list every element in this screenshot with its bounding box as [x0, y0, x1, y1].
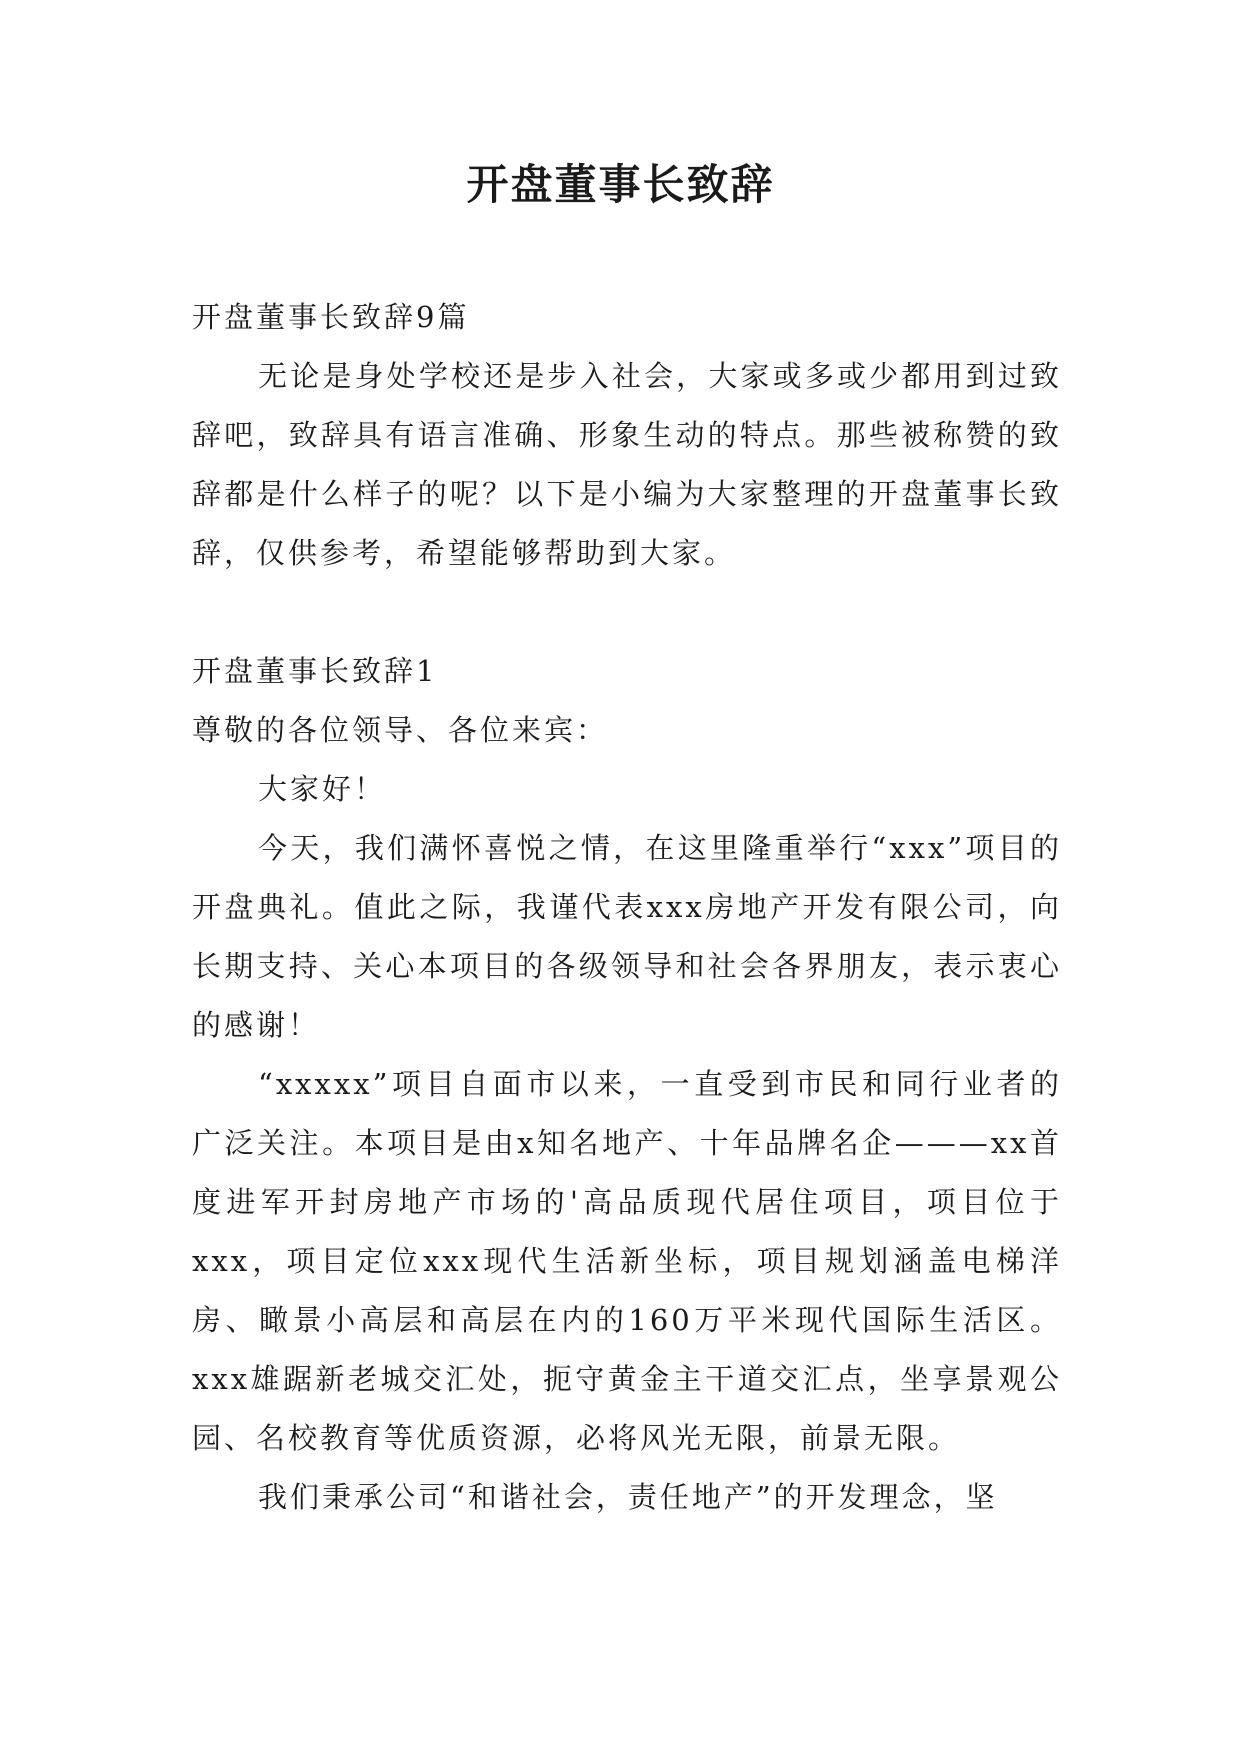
page-title: 开盘董事长致辞: [466, 160, 775, 209]
intro-paragraph: 无论是身处学校还是步入社会，大家或多或少都用到过致辞吧，致辞具有语言准确、形象生动的特点。那些被称赞的致辞都是什么样子的呢？以下是小编为大家整理的开盘董事长致辞，仅供参考，希望能够帮助到大家。: [192, 359, 1062, 570]
body-paragraph: “xxxxx”项目自面市以来，一直受到市民和同行业者的广泛关注。本项目是由x知名地产、十年品牌名企———xx首度进军开封房地产市场的'高品质现代居住项目，项目位于xxx，项目定位xxx现代生活新坐标，项目规划涵盖电梯洋房、瞰景小高层和高层在内的160万平米现代国际生活区。xxx雄踞新老城交汇处，扼守黄金主干道交汇点，坐享景观公园、名校教育等优质资源，必将风光无限，前景无限。: [192, 1067, 1062, 1455]
salutation: 尊敬的各位领导、各位来宾：: [192, 713, 609, 747]
greeting: 大家好！: [258, 772, 387, 806]
body-paragraph: 我们秉承公司“和谐社会，责任地产”的开发理念，坚: [258, 1480, 998, 1514]
section-heading: 开盘董事长致辞1: [192, 654, 438, 688]
document-subtitle: 开盘董事长致辞9篇: [192, 300, 470, 334]
document-body: [192, 288, 1062, 1527]
body-paragraph: 今天，我们满怀喜悦之情，在这里隆重举行“xxx”项目的开盘典礼。值此之际，我谨代表xxx房地产开发有限公司，向长期支持、关心本项目的各级领导和社会各界朋友，表示衷心的感谢！: [192, 831, 1062, 1042]
